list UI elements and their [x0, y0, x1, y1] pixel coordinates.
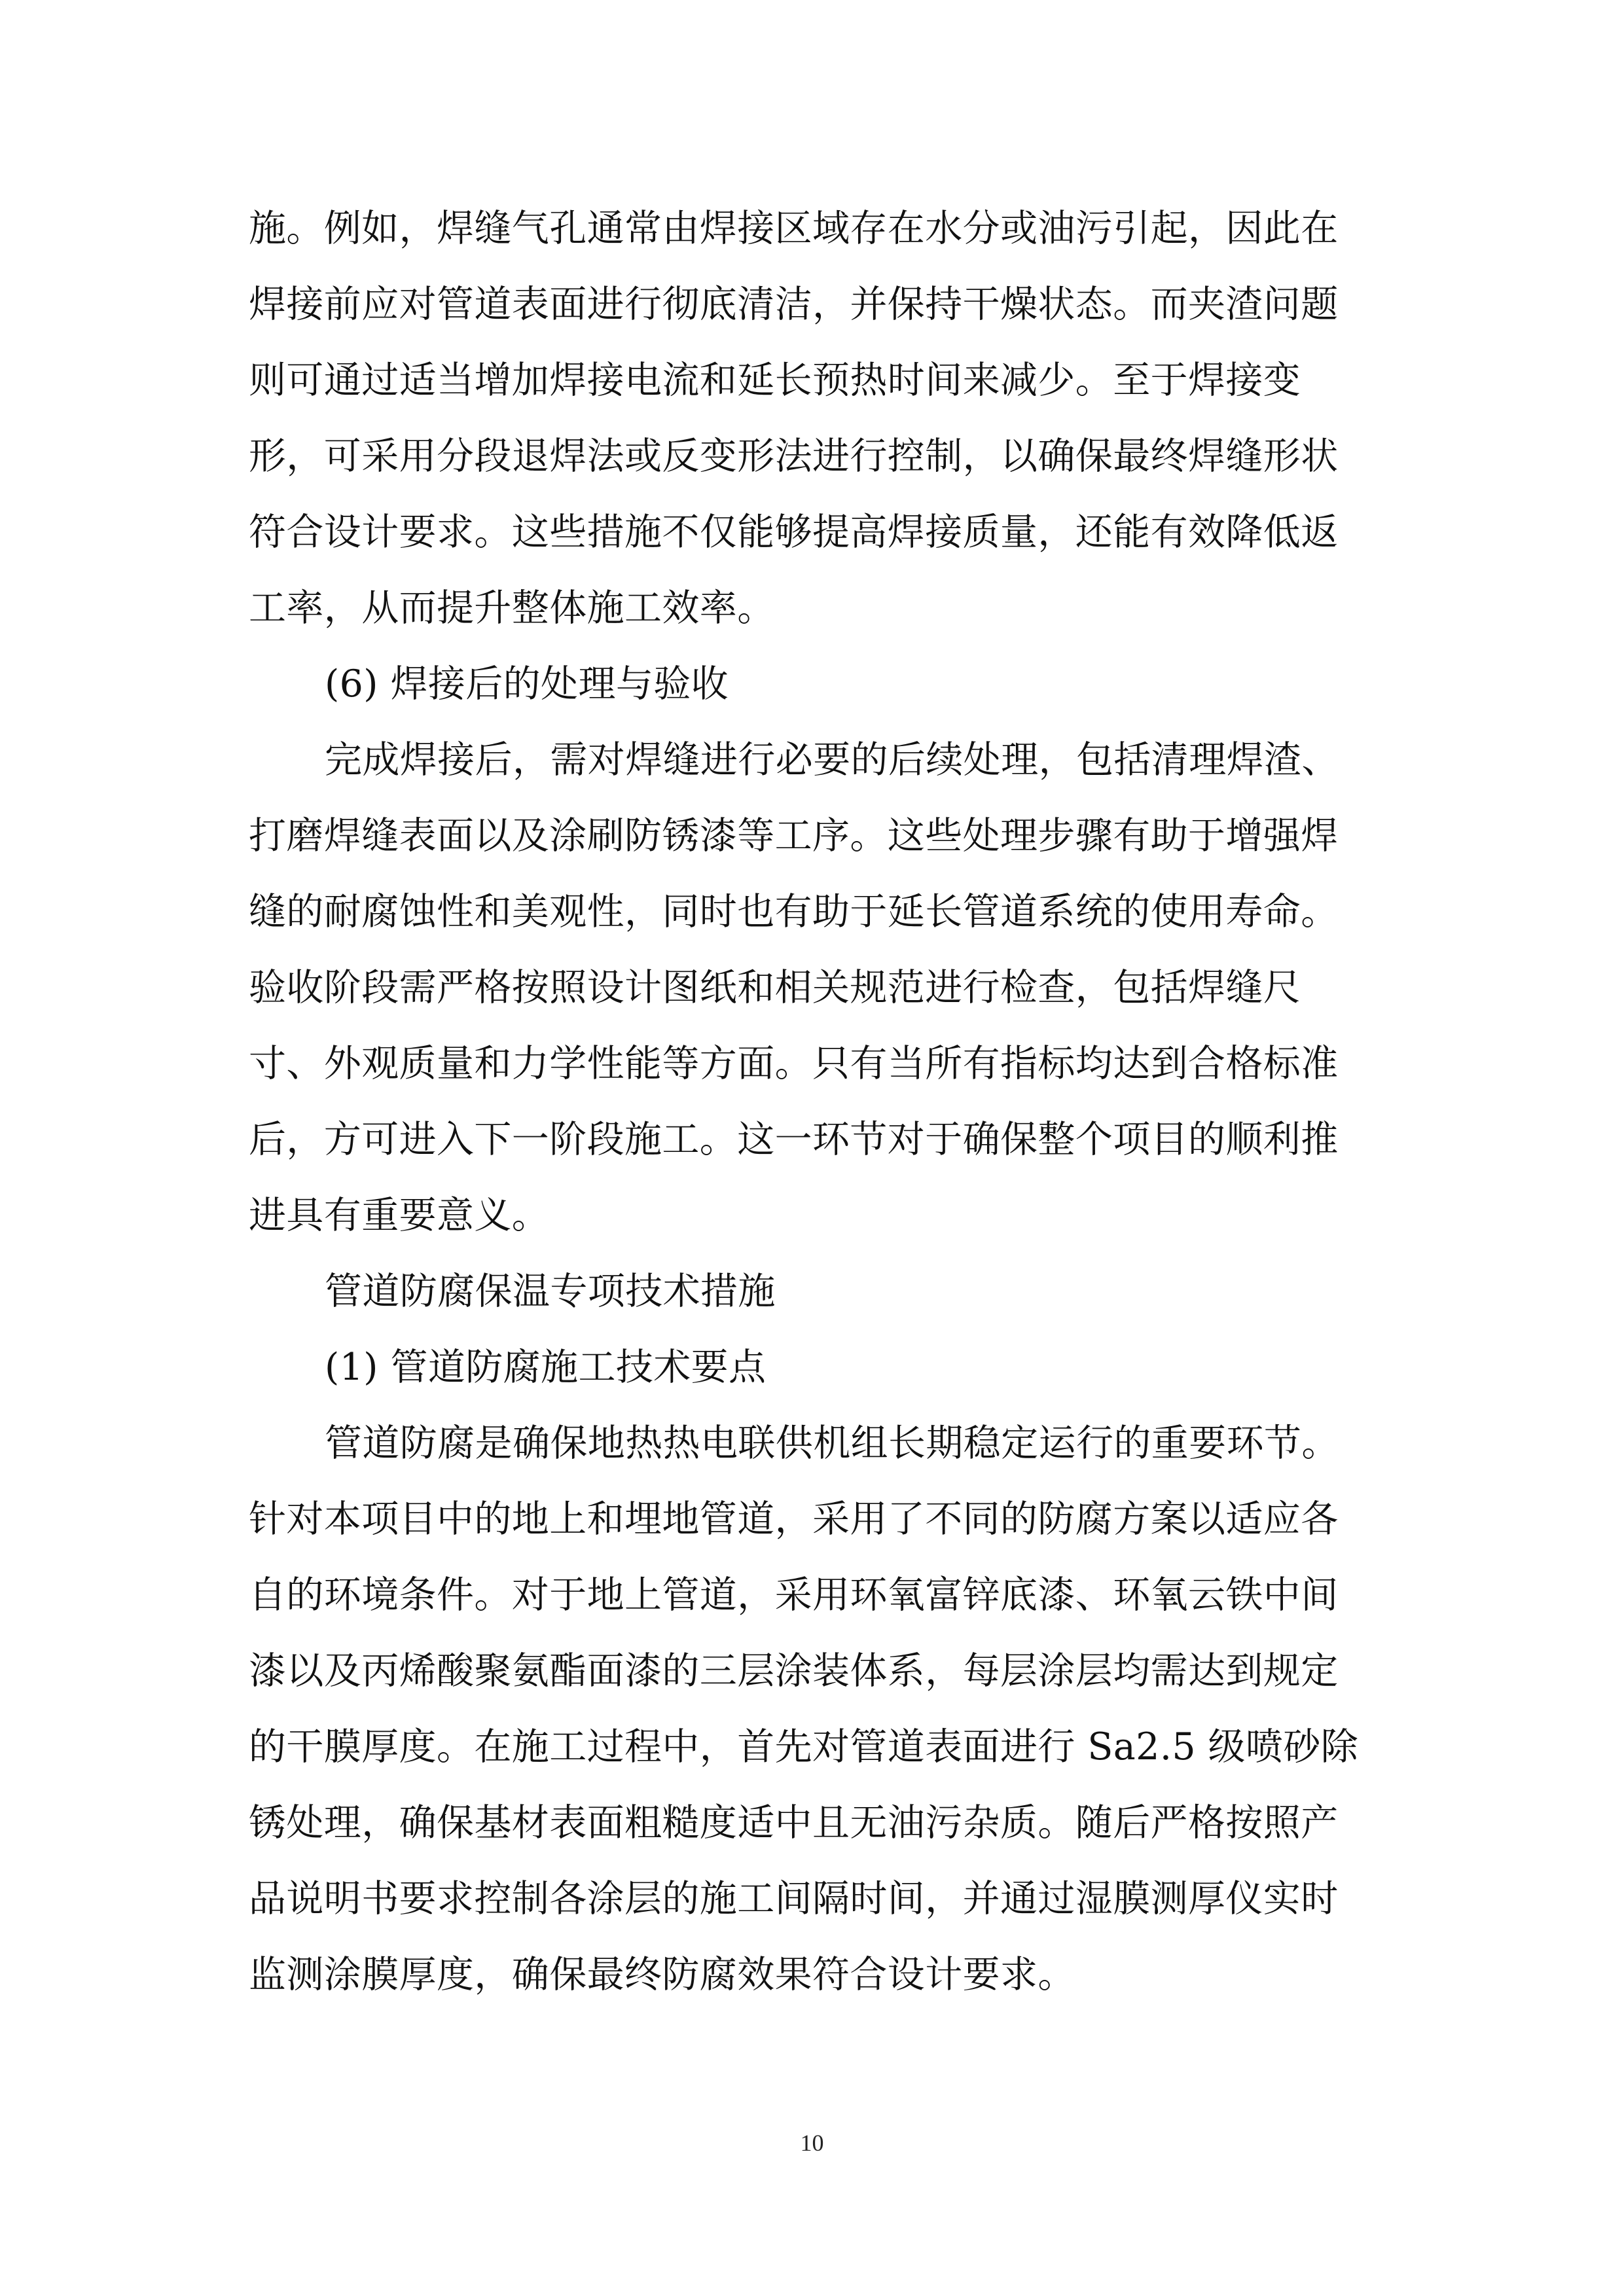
text-line: 形，可采用分段退焊法或反变形法进行控制，以确保最终焊缝形状	[249, 435, 1339, 478]
section-heading-anticorrosion: 管道防腐保温专项技术措施	[325, 1270, 776, 1313]
text-line: 后，方可进入下一阶段施工。这一环节对于确保整个项目的顺利推	[249, 1118, 1339, 1161]
subheading-welding-acceptance: (6) 焊接后的处理与验收	[325, 662, 729, 706]
page-number: 10	[800, 2130, 824, 2156]
text-line: 管道防腐是确保地热热电联供机组长期稳定运行的重要环节。	[325, 1422, 1339, 1465]
text-line: 针对本项目中的地上和埋地管道，采用了不同的防腐方案以适应各	[249, 1498, 1339, 1541]
text-line: 打磨焊缝表面以及涂刷防锈漆等工序。这些处理步骤有助于增强焊	[249, 814, 1339, 857]
text-line: 寸、外观质量和力学性能等方面。只有当所有指标均达到合格标准	[249, 1042, 1339, 1085]
text-line: 缝的耐腐蚀性和美观性，同时也有助于延长管道系统的使用寿命。	[249, 890, 1339, 933]
text-line: 则可通过适当增加焊接电流和延长预热时间来减少。至于焊接变	[249, 359, 1301, 402]
subheading-anticorrosion-points: (1) 管道防腐施工技术要点	[325, 1346, 767, 1389]
text-line: 监测涂膜厚度，确保最终防腐效果符合设计要求。	[249, 1953, 1075, 1996]
text-line: 完成焊接后，需对焊缝进行必要的后续处理，包括清理焊渣、	[325, 738, 1339, 781]
text-line: 验收阶段需严格按照设计图纸和相关规范进行检查，包括焊缝尺	[249, 966, 1301, 1009]
text-line: 施。例如，焊缝气孔通常由焊接区域存在水分或油污引起，因此在	[249, 207, 1339, 250]
text-line: 锈处理，确保基材表面粗糙度适中且无油污杂质。随后严格按照产	[249, 1801, 1339, 1844]
text-line: 符合设计要求。这些措施不仅能够提高焊接质量，还能有效降低返	[249, 511, 1339, 554]
body-text	[249, 190, 1388, 2013]
text-line: 品说明书要求控制各涂层的施工间隔时间，并通过湿膜测厚仪实时	[249, 1877, 1339, 1920]
text-line: 漆以及丙烯酸聚氨酯面漆的三层涂装体系，每层涂层均需达到规定	[249, 1649, 1339, 1693]
text-line: 自的环境条件。对于地上管道，采用环氧富锌底漆、环氧云铁中间	[249, 1573, 1339, 1617]
text-line: 焊接前应对管道表面进行彻底清洁，并保持干燥状态。而夹渣问题	[249, 283, 1339, 326]
text-line: 的干膜厚度。在施工过程中，首先对管道表面进行 Sa2.5 级喷砂除	[249, 1725, 1359, 1768]
text-line: 工率，从而提升整体施工效率。	[249, 586, 775, 630]
text-line: 进具有重要意义。	[249, 1194, 550, 1237]
